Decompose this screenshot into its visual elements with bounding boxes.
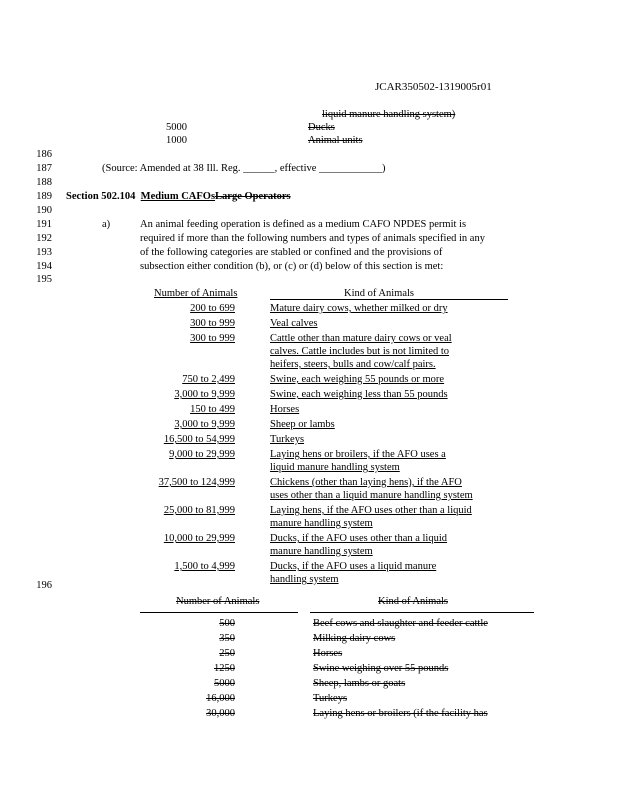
old-table-kind: Beef cows and slaughter and feeder cattle (313, 618, 488, 629)
new-table-kind: Ducks, if the AFO uses other than a liquid (270, 533, 448, 544)
old-table-number: 250 (219, 648, 235, 659)
new-table-kind: Laying hens or broilers, if the AFO uses a (270, 449, 446, 460)
new-table-number: 150 to 499 (190, 404, 235, 415)
new-table-kind: Ducks, if the AFO uses a liquid manure (270, 561, 437, 572)
line-number: 187 (36, 163, 52, 174)
line-number: 194 (36, 261, 52, 272)
line-number: 192 (36, 233, 52, 244)
line-number: 188 (36, 177, 52, 188)
paragraph-line: required if more than the following numbers and types of animals specified in any (140, 233, 485, 244)
line-number: 193 (36, 247, 52, 258)
fragment-num-3: 1000 (166, 135, 187, 146)
old-table-kind: Milking dairy cows (313, 633, 396, 644)
new-table-kind: uses other than a liquid manure handling system (270, 490, 473, 501)
document-id: JCAR350502-1319005r01 (375, 81, 492, 93)
new-table-kind: Cattle other than mature dairy cows or veal (270, 333, 452, 344)
new-table-kind: Sheep or lambs (270, 419, 335, 430)
old-table-kind: Swine weighing over 55 pounds (313, 663, 449, 674)
new-table-number: 25,000 to 81,999 (163, 505, 235, 516)
paragraph-line: subsection either condition (b), or (c) or (d) below of this section is met: (140, 261, 444, 272)
new-table-number: 300 to 999 (190, 333, 235, 344)
fragment-kind-2: Ducks (308, 122, 335, 133)
new-table-kind: Swine, each weighing less than 55 pounds (270, 389, 448, 400)
new-table-kind: Laying hens, if the AFO uses other than a liquid (270, 505, 472, 516)
new-table-kind: heifers, steers, bulls and cow/calf pairs. (270, 359, 436, 370)
new-table-kind: Chickens (other than laying hens), if the AFO (270, 477, 462, 488)
new-table-header-kind: Kind of Animals (344, 288, 414, 299)
fragment-num-2: 5000 (166, 122, 187, 133)
old-table-rule-right (310, 612, 534, 613)
new-table-number: 3,000 to 9,999 (174, 389, 235, 400)
old-table-number: 500 (219, 618, 235, 629)
new-table-number: 750 to 2,499 (182, 374, 235, 385)
new-table-number: 1,500 to 4,999 (174, 561, 235, 572)
section-title-old: Large Operators (215, 191, 291, 202)
line-number: 191 (36, 219, 52, 230)
old-table-number: 30,000 (206, 708, 235, 719)
new-table-header-rule (270, 299, 508, 300)
section-heading (66, 191, 291, 203)
old-table-number: 1250 (214, 663, 235, 674)
new-table-kind: calves. Cattle includes but is not limited to (270, 346, 450, 357)
old-table-number: 350 (219, 633, 235, 644)
new-table-header-number: Number of Animals (154, 288, 238, 299)
old-table-header-number: Number of Animals (176, 596, 260, 607)
new-table-number: 10,000 to 29,999 (163, 533, 235, 544)
line-number: 190 (36, 205, 52, 216)
new-table-kind: manure handling system (270, 518, 373, 529)
fragment-line-1: liquid manure handling system) (322, 109, 456, 120)
paragraph-line: of the following categories are stabled or confined and the provisions of (140, 247, 443, 258)
line-number: 196 (36, 580, 52, 591)
new-table-number: 300 to 999 (190, 318, 235, 329)
new-table-kind: Veal calves (270, 318, 318, 329)
new-table-kind: manure handling system (270, 546, 373, 557)
section-number: Section 502.104 (66, 191, 136, 202)
section-title-new: Medium CAFOs (140, 191, 216, 202)
paragraph-line: An animal feeding operation is defined as a medium CAFO NPDES permit is (140, 219, 467, 230)
line-number: 189 (36, 191, 52, 202)
new-table-kind: Turkeys (270, 434, 305, 445)
old-table-kind: Laying hens or broilers (if the facility has (313, 708, 488, 719)
new-table-kind: liquid manure handling system (270, 462, 400, 473)
new-table-number: 3,000 to 9,999 (174, 419, 235, 430)
new-table-kind: Horses (270, 404, 300, 415)
paragraph-label: a) (102, 219, 111, 230)
new-table-number: 200 to 699 (190, 303, 235, 314)
line-number: 195 (36, 274, 52, 285)
old-table-kind: Sheep, lambs or goats (313, 678, 406, 689)
old-table-number: 16,000 (206, 693, 235, 704)
new-table-number: 9,000 to 29,999 (169, 449, 235, 460)
new-table-number: 37,500 to 124,999 (158, 477, 235, 488)
old-table-kind: Horses (313, 648, 343, 659)
line-number: 186 (36, 149, 52, 160)
source-note: (Source: Amended at 38 Ill. Reg. ______, effective ____________) (102, 163, 386, 174)
new-table-number: 16,500 to 54,999 (163, 434, 235, 445)
old-table-kind: Turkeys (313, 693, 348, 704)
old-table-number: 5000 (214, 678, 235, 689)
new-table-kind: Swine, each weighing 55 pounds or more (270, 374, 445, 385)
old-table-header-kind: Kind of Animals (378, 596, 448, 607)
old-table-rule-left (140, 612, 298, 613)
new-table-kind: handling system (270, 574, 339, 585)
fragment-kind-3: Animal units (308, 135, 363, 146)
new-table-kind: Mature dairy cows, whether milked or dry (270, 303, 448, 314)
